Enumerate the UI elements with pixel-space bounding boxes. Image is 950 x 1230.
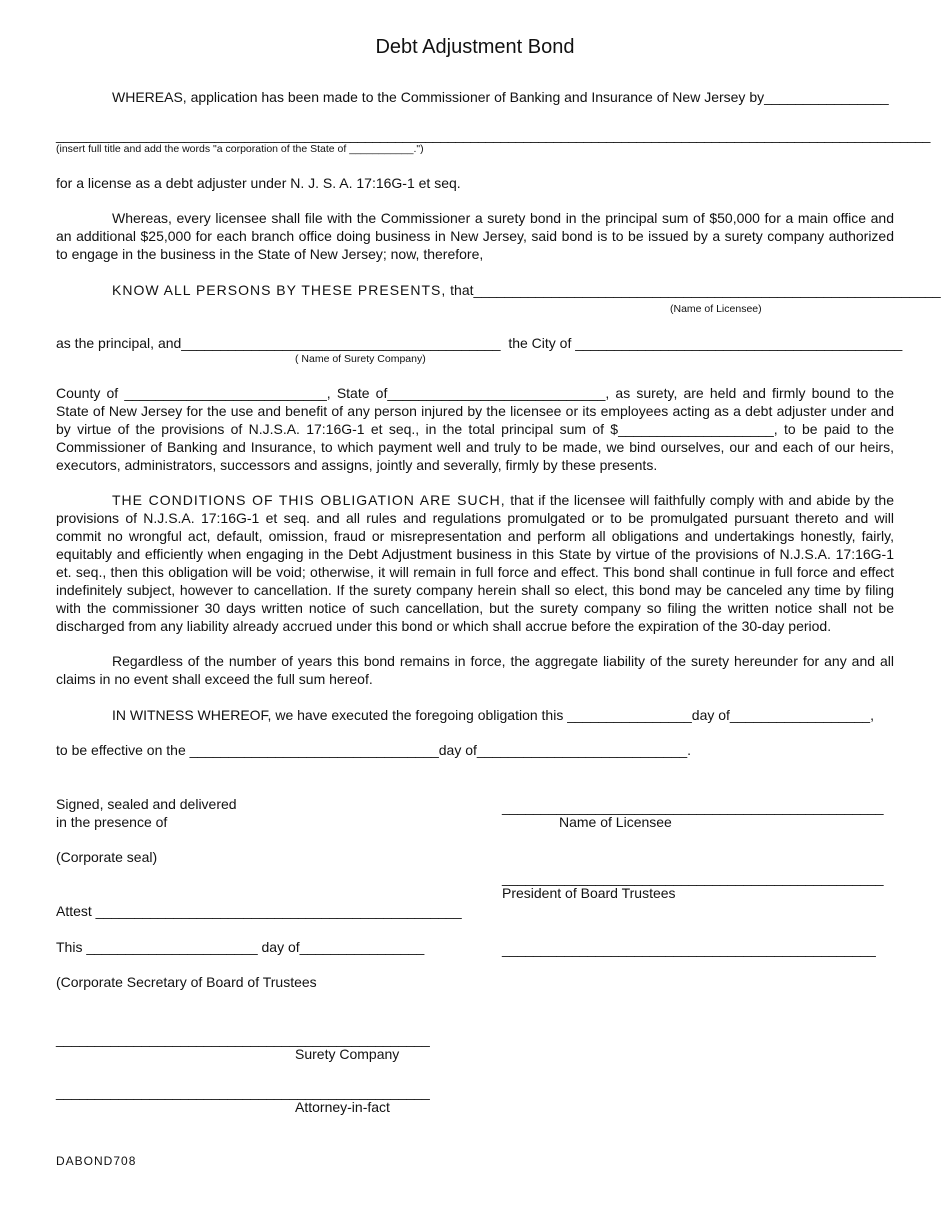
name-of-licensee-label: Name of Licensee [559,814,672,830]
license-line: for a license as a debt adjuster under N. J. S. A. 17:16G-1 et seq. [56,175,461,191]
president-label: President of Board Trustees [502,885,676,901]
full-title-note: (insert full title and add the words "a corporation of the State of ___________.") [56,143,424,155]
corporate-seal: (Corporate seal) [56,849,158,865]
attest-line[interactable]: Attest _______________________________________________ [56,903,462,919]
county-paragraph: County of __________________________, State of____________________________, as surety, are held and firmly bound to the State of New Jersey for the use and benefit of any person injured by the licensee or its employees acting as a debt adjuster under and by virtue of the provisions of N.J.S.A. 17:16G-1 et seq., in the total principal sum of $____________________, to be paid to the Commissioner of Banking and Insurance, to which payment well and truly to be made, we bind ourselves, our and each of our heirs, executors, administrators, successors and assigns, jointly and severally, firmly by these presents. [56,385,894,473]
right-signature-blank[interactable]: ________________________________________________ [502,941,876,957]
conditions-paragraph [56,491,894,635]
licensee-blank[interactable]: that____________________________________________________________ [446,282,941,298]
surety-company-note: ( Name of Surety Company) [295,353,426,365]
whereas-paragraph: Whereas, every licensee shall file with the Commissioner a surety bond in the principal sum of $50,000 for a main office and an additional $25,000 for each branch office doing business in New Jersey, said bond is to be issued by a surety company authorized to engage in the business in the State of New Jersey; now, therefore, [56,210,894,262]
know-all-prefix: KNOW ALL PERSONS BY THESE PRESENTS, [112,282,447,298]
president-signature-blank[interactable]: _________________________________________________ [502,870,884,886]
witness-line[interactable]: IN WITNESS WHEREOF, we have executed the foregoing obligation this ________________day of__________________, [112,707,874,723]
name-of-licensee-note: (Name of Licensee) [670,303,762,315]
signed-line-2: in the presence of [56,814,168,830]
regardless-paragraph: Regardless of the number of years this bond remains in force, the aggregate liability of the surety hereunder for any and all claims in no event shall exceed the full sum hereof. [56,653,894,687]
conditions-prefix: THE CONDITIONS OF THIS OBLIGATION ARE SUCH, [112,492,506,508]
corporate-secretary-label: (Corporate Secretary of Board of Trustees [56,974,317,990]
attorney-signature-blank[interactable]: ________________________________________________ [56,1084,430,1100]
attorney-in-fact-label: Attorney-in-fact [295,1099,390,1115]
signed-line-1: Signed, sealed and delivered [56,796,237,812]
surety-company-label: Surety Company [295,1046,400,1062]
full-title-blank[interactable]: ____________________________________________________________________________________________________________________ [56,127,931,143]
know-all-line [112,281,941,299]
surety-signature-blank[interactable]: ________________________________________________ [56,1031,430,1047]
licensee-signature-blank[interactable]: _________________________________________________ [502,799,884,815]
this-day-line[interactable]: This ______________________ day of________________ [56,939,425,955]
form-code: DABOND708 [56,1154,137,1168]
whereas-line: WHEREAS, application has been made to the Commissioner of Banking and Insurance of New Jersey by________________ [112,89,889,105]
principal-line[interactable]: as the principal, and_________________________________________ the City of __________________________________________ [56,335,903,351]
effective-line[interactable]: to be effective on the ________________________________day of___________________________. [56,742,692,758]
conditions-text: that if the licensee will faithfully comply with and abide by the provisions of N.J.S.A. 17:16G-1 et seq. and all rules and regulations promulgated or to be promulgated pursuant thereto and will commit no wrongful act, default, omission, fraud or misrepresentation and perform all obligations and undertakings honestly, fairly, equitably and efficiently when engaging in the Debt Adjustment business in this State by virtue of the provisions of N.J.S.A. 17:16G-1 et. seq., then this obligation will be void; otherwise, it will remain in full force and effect. This bond shall continue in full force and effect indefinitely subject, however to cancellation. If the surety company herein shall so elect, this bond may be canceled any time by filing with the commissioner 30 days written notice of such cancellation, but the surety company so filing the written notice shall not be discharged from any liability already accrued under this bond or which shall accrue before the expiration of the 30-day period. [56,492,894,634]
page-title: Debt Adjustment Bond [375,36,575,58]
